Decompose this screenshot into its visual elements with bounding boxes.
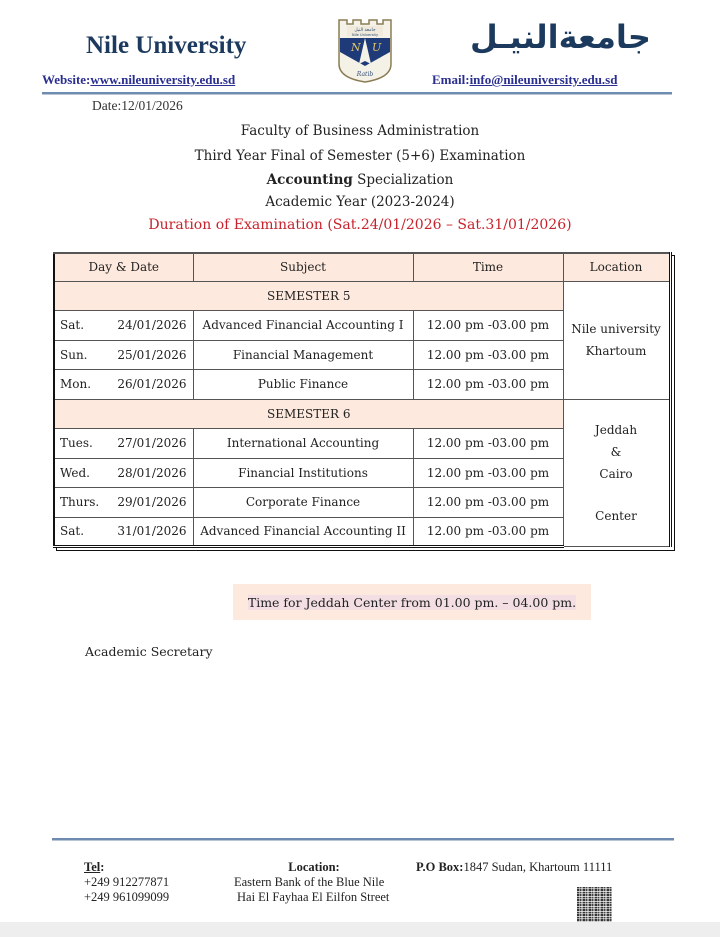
day-date-cell — [54, 488, 193, 518]
svg-text:Nile University: Nile University — [351, 33, 379, 37]
signature-academic-secretary: Academic Secretary — [85, 644, 213, 659]
day-date-cell — [54, 370, 193, 400]
specialization-title — [0, 172, 720, 188]
svg-text:Ratib: Ratib — [356, 71, 374, 78]
date: 24/01/2026 — [117, 318, 187, 333]
svg-text:جامعة النيل: جامعة النيل — [354, 28, 376, 33]
crest-icon — [333, 14, 397, 86]
email-label: Email: — [432, 72, 470, 87]
header-day-date: Day & Date — [54, 253, 193, 281]
location-label: Location: — [288, 860, 340, 874]
date: 25/01/2026 — [117, 347, 187, 362]
faculty-title: Faculty of Business Administration — [240, 123, 480, 139]
day-date-cell — [54, 458, 193, 488]
day: Thurs. — [60, 495, 100, 510]
footer-location — [234, 860, 394, 905]
semester-5-row — [54, 281, 670, 311]
qr-code-icon[interactable] — [577, 887, 612, 922]
date: 26/01/2026 — [117, 377, 187, 392]
specialization-rest: Specialization — [352, 172, 454, 188]
location-line: Jeddah — [594, 422, 638, 437]
date: 27/01/2026 — [117, 436, 187, 451]
pobox-value: 1847 Sudan, Khartoum 11111 — [463, 860, 613, 874]
date: 28/01/2026 — [117, 465, 187, 480]
location-line: Nile university — [571, 322, 661, 336]
date: 29/01/2026 — [117, 495, 187, 510]
exam-title: Third Year Final of Semester (5+6) Examination — [194, 148, 526, 164]
subject-cell: Financial Institutions — [193, 458, 413, 488]
subject-cell: Corporate Finance — [193, 488, 413, 518]
day: Sat. — [60, 318, 85, 333]
exam-schedule-table — [53, 252, 672, 548]
semester-6-row — [54, 399, 670, 429]
university-logo — [333, 14, 397, 86]
subject-cell: Advanced Financial Accounting II — [193, 517, 413, 547]
subject-cell: International Accounting — [193, 429, 413, 459]
day-date-cell — [54, 429, 193, 459]
header-location: Location — [563, 253, 670, 281]
footer-pobox — [416, 860, 612, 875]
svg-text:U: U — [372, 41, 382, 54]
day: Wed. — [60, 465, 90, 480]
semester-6-location — [563, 399, 670, 547]
header-time: Time — [413, 253, 563, 281]
tel-colon: : — [100, 860, 105, 874]
location-line: Center — [595, 508, 637, 523]
header-divider — [42, 92, 672, 95]
day: Tues. — [60, 436, 93, 451]
document-date: Date:12/01/2026 — [92, 98, 183, 113]
semester-6-label: SEMESTER 6 — [54, 399, 563, 429]
day-date-cell — [54, 340, 193, 370]
website-link[interactable]: www.nileuniversity.edu.sd — [90, 72, 236, 87]
exam-duration: Duration of Examination (Sat.24/01/2026 – Sat.31/01/2026) — [148, 217, 572, 233]
location-line: Khartoum — [585, 344, 647, 358]
academic-year: Academic Year (2023-2024) — [265, 194, 455, 210]
semester-5-label: SEMESTER 5 — [54, 281, 563, 311]
university-name-en: Nile University — [86, 32, 247, 59]
day: Mon. — [60, 377, 92, 392]
time-cell: 12.00 pm -03.00 pm — [413, 517, 563, 547]
header-subject: Subject — [193, 253, 413, 281]
university-name-ar: جامعةالنيـل — [470, 18, 651, 56]
time-cell: 12.00 pm -03.00 pm — [413, 340, 563, 370]
day-date-cell — [54, 517, 193, 547]
footer-divider — [52, 838, 674, 841]
website-label: Website: — [42, 72, 91, 87]
time-cell: 12.00 pm -03.00 pm — [413, 429, 563, 459]
date: 31/01/2026 — [117, 524, 187, 539]
time-cell: 12.00 pm -03.00 pm — [413, 311, 563, 341]
table-header-row — [54, 253, 670, 281]
pobox-label: P.O Box: — [416, 860, 464, 874]
specialization-bold: Accounting — [266, 172, 353, 188]
semester-5-location — [563, 281, 670, 399]
footer-tel — [84, 860, 169, 905]
phone-number[interactable]: +249 961099099 — [84, 890, 170, 904]
email-link[interactable]: info@nileuniversity.edu.sd — [469, 72, 618, 87]
day: Sun. — [60, 347, 88, 362]
address-line: Eastern Bank of the Blue Nile — [234, 875, 385, 889]
day: Sat. — [60, 524, 85, 539]
phone-number[interactable]: +249 912277871 — [84, 875, 170, 889]
location-line: Cairo — [599, 466, 633, 481]
website-line — [42, 72, 235, 88]
day-date-cell — [54, 311, 193, 341]
time-cell: 12.00 pm -03.00 pm — [413, 458, 563, 488]
svg-text:N: N — [351, 41, 361, 54]
address-line: Hai El Fayhaa El Eilfon Street — [237, 890, 390, 904]
location-spacer — [568, 485, 665, 505]
email-line — [432, 72, 617, 88]
subject-cell: Financial Management — [193, 340, 413, 370]
subject-cell: Public Finance — [193, 370, 413, 400]
time-cell: 12.00 pm -03.00 pm — [413, 370, 563, 400]
jeddah-time-note-text: Time for Jeddah Center from 01.00 pm. – 04.00 pm. — [247, 594, 577, 610]
subject-cell: Advanced Financial Accounting I — [193, 311, 413, 341]
time-cell: 12.00 pm -03.00 pm — [413, 488, 563, 518]
page-bottom-edge — [0, 922, 720, 937]
jeddah-time-note — [233, 584, 591, 620]
tel-label: Tel — [84, 860, 101, 874]
location-line: & — [610, 444, 622, 459]
